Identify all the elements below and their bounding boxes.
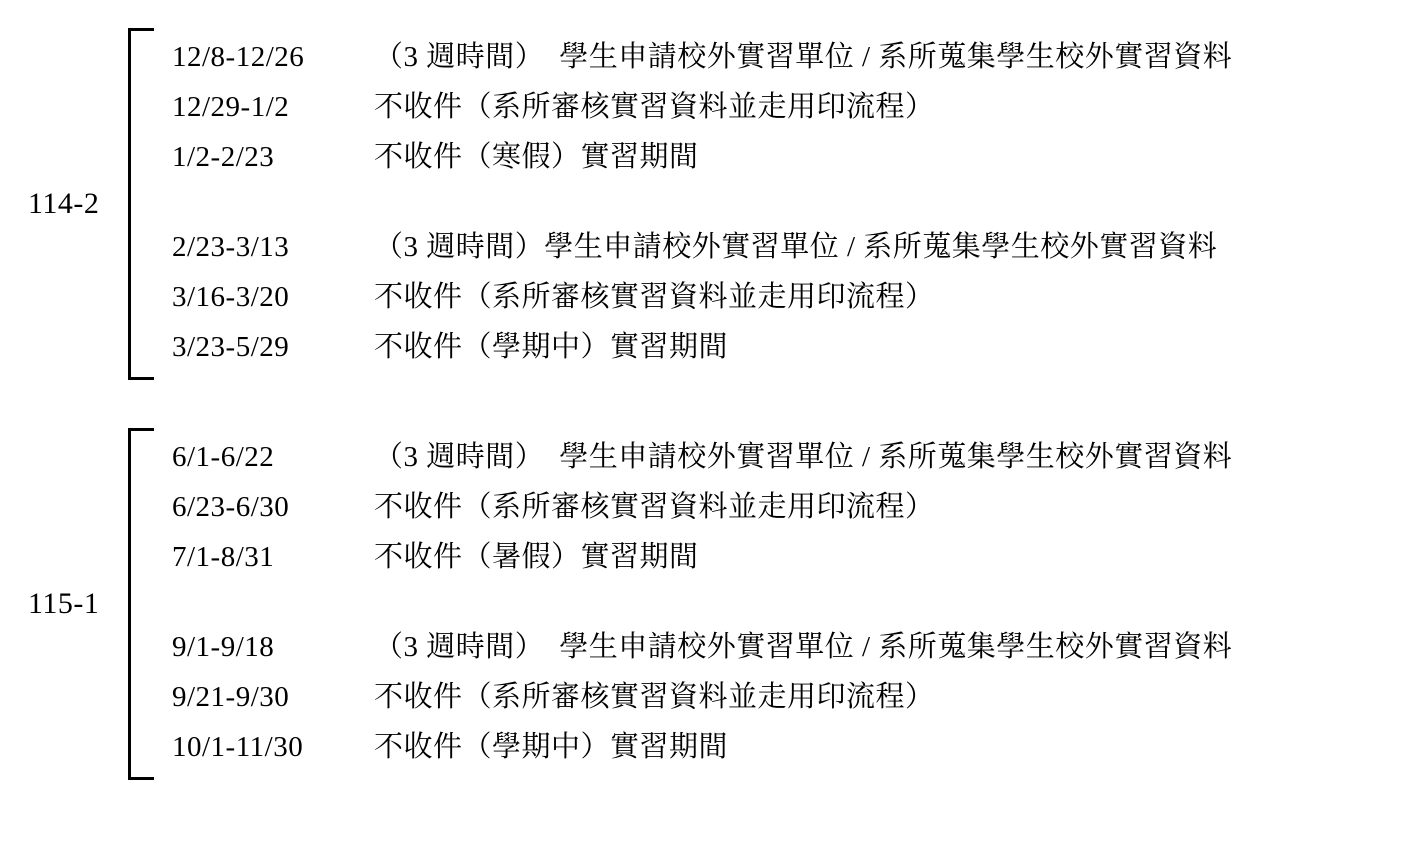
schedule-description: 不收件（學期中）實習期間	[374, 331, 729, 363]
schedule-row	[172, 34, 1232, 84]
schedule-row	[172, 224, 1232, 274]
schedule-row	[172, 274, 1232, 324]
schedule-row	[172, 484, 1232, 534]
semester-label: 115-1	[28, 587, 100, 620]
schedule-row	[172, 534, 1232, 584]
schedule-description: 不收件（暑假）實習期間	[374, 541, 699, 573]
schedule-row-spacer	[172, 584, 1232, 624]
group-bracket	[128, 28, 154, 380]
schedule-date: 12/8-12/26	[172, 41, 305, 73]
semester-group	[28, 428, 1232, 780]
schedule-date: 1/2-2/23	[172, 141, 275, 173]
schedule-description: 不收件（系所審核實習資料並走用印流程）	[374, 91, 935, 123]
schedule-date: 7/1-8/31	[172, 541, 275, 573]
schedule-row	[172, 624, 1232, 674]
semester-group	[28, 28, 1232, 380]
schedule-date: 12/29-1/2	[172, 91, 290, 123]
schedule-description: 不收件（系所審核實習資料並走用印流程）	[374, 281, 935, 313]
schedule-row-spacer	[172, 184, 1232, 224]
schedule-row	[172, 674, 1232, 724]
schedule-description: （3 週時間） 學生申請校外實習單位 / 系所蒐集學生校外實習資料	[374, 631, 1233, 663]
schedule-date: 3/16-3/20	[172, 281, 290, 313]
schedule-row	[172, 84, 1232, 134]
schedule-description: （3 週時間） 學生申請校外實習單位 / 系所蒐集學生校外實習資料	[374, 41, 1233, 73]
schedule-date: 6/1-6/22	[172, 441, 275, 473]
schedule-row	[172, 134, 1232, 184]
schedule-rows	[172, 28, 1232, 380]
schedule-description: （3 週時間）學生申請校外實習單位 / 系所蒐集學生校外實習資料	[374, 231, 1218, 263]
schedule-date: 3/23-5/29	[172, 331, 290, 363]
schedule-date: 2/23-3/13	[172, 231, 290, 263]
schedule-description: 不收件（系所審核實習資料並走用印流程）	[374, 491, 935, 523]
schedule-date: 9/1-9/18	[172, 631, 275, 663]
schedule-description: 不收件（寒假）實習期間	[374, 141, 699, 173]
schedule-row	[172, 724, 1232, 774]
schedule-date: 6/23-6/30	[172, 491, 290, 523]
schedule-description: 不收件（學期中）實習期間	[374, 731, 729, 763]
schedule-date: 10/1-11/30	[172, 731, 304, 763]
schedule-row	[172, 324, 1232, 374]
schedule-rows	[172, 428, 1232, 780]
group-bracket	[128, 428, 154, 780]
schedule-description: （3 週時間） 學生申請校外實習單位 / 系所蒐集學生校外實習資料	[374, 441, 1233, 473]
schedule-description: 不收件（系所審核實習資料並走用印流程）	[374, 681, 935, 713]
semester-label: 114-2	[28, 187, 100, 220]
schedule-date: 9/21-9/30	[172, 681, 290, 713]
schedule-row	[172, 434, 1232, 484]
